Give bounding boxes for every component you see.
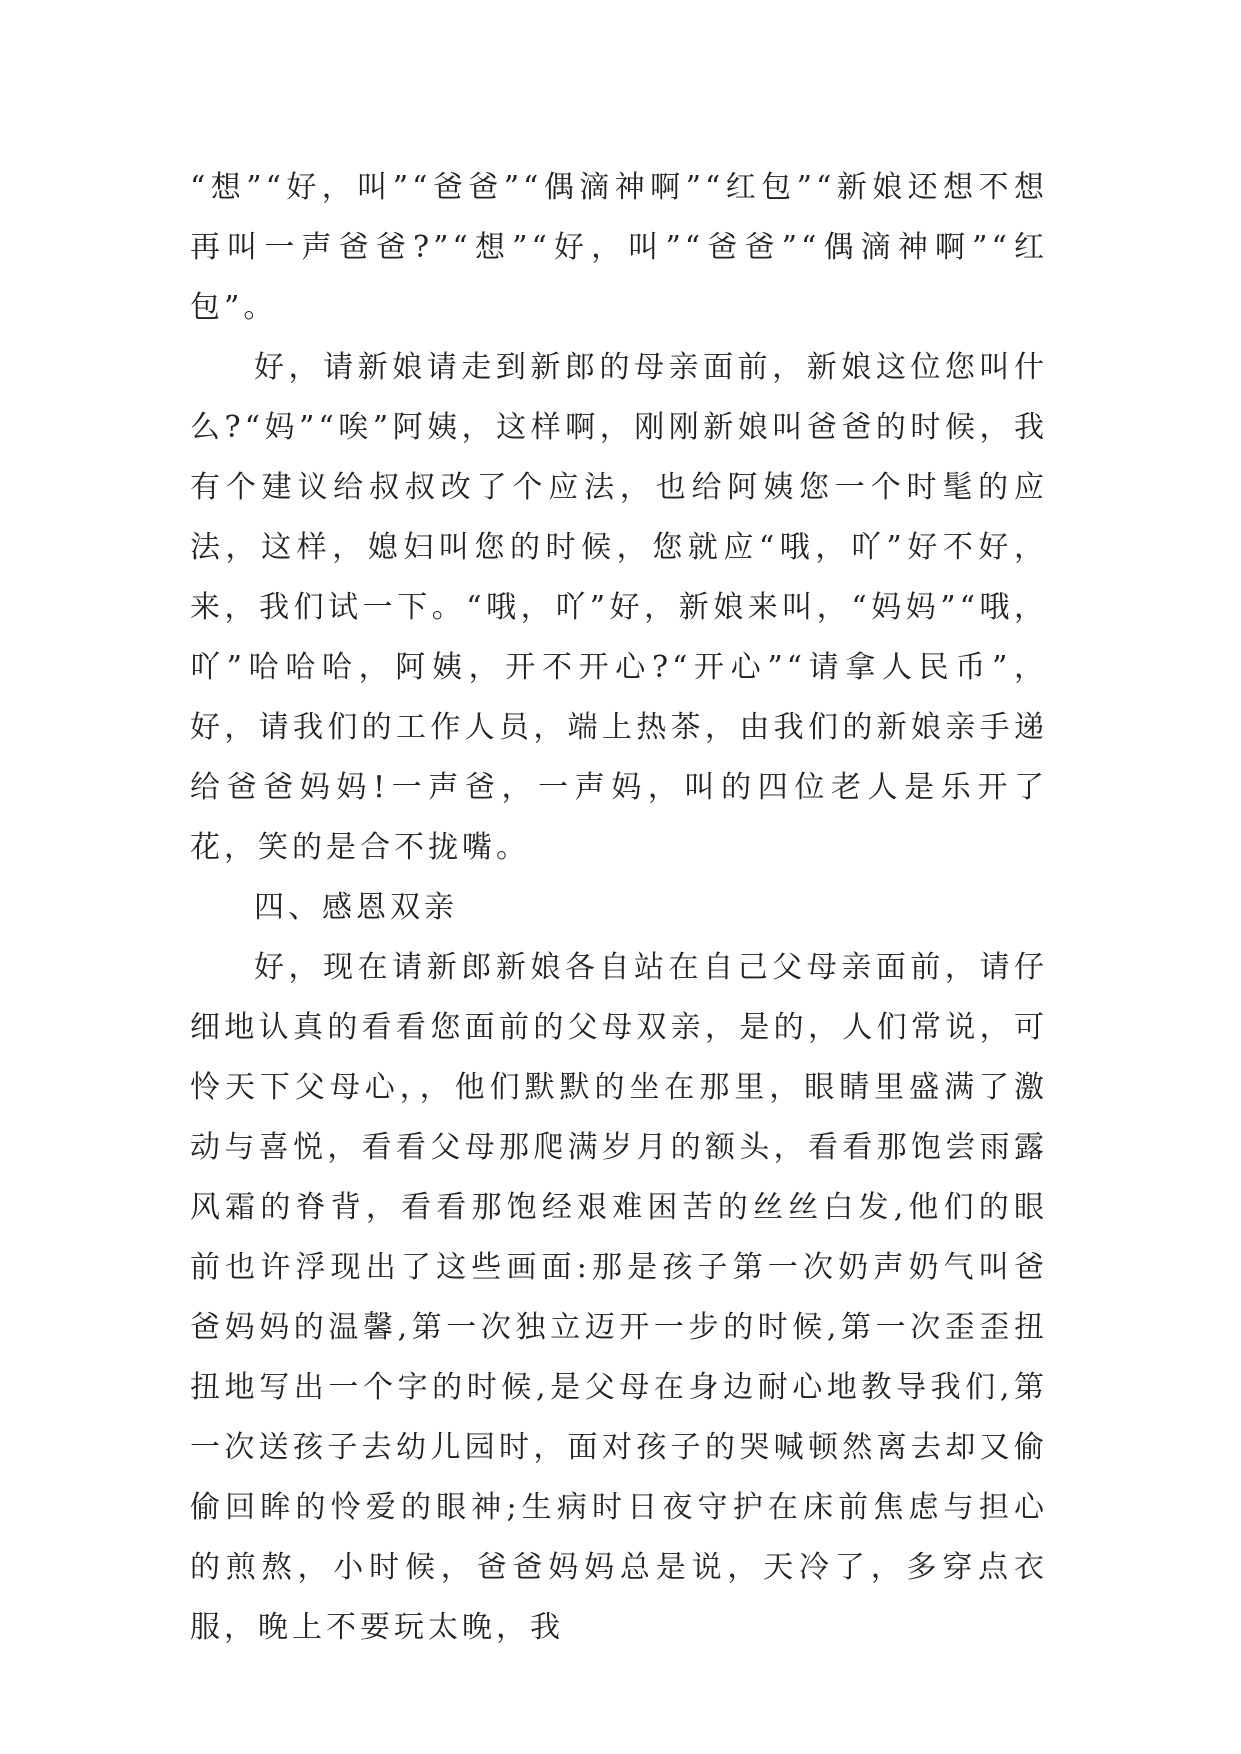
document-body	[190, 158, 1048, 1658]
paragraph-dialogue-continuation: “想”“好，叫”“爸爸”“偶滴神啊”“红包”“新娘还想不想再叫一声爸爸?”“想”“好，叫”“爸爸”“偶滴神啊”“红包”。	[190, 170, 1048, 325]
section-heading: 四、感恩双亲	[254, 890, 458, 925]
paragraph-gratitude-parents: 好，现在请新郎新娘各自站在自己父母亲面前，请仔细地认真的看看您面前的父母双亲，是的，人们常说，可怜天下父母心，，他们默默的坐在那里，眼睛里盛满了激动与喜悦，看看父母那爬满岁月的额头，看看那饱尝雨露风霜的脊背，看看那饱经艰难困苦的丝丝白发,他们的眼前也许浮现出了这些画面:那是孩子第一次奶声奶气叫爸爸妈妈的温馨,第一次独立迈开一步的时候,第一次歪歪扭扭地写出一个字的时候,是父母在身边耐心地教导我们,第一次送孩子去幼儿园时，面对孩子的哭喊顿然离去却又偷偷回眸的怜爱的眼神;生病时日夜守护在床前焦虑与担心的煎熬，小时候，爸爸妈妈总是说，天冷了，多穿点衣服，晚上不要玩太晚，我	[190, 950, 1048, 1645]
paragraph-mother-greeting: 好，请新娘请走到新郎的母亲面前，新娘这位您叫什么?“妈”“唉”阿姨，这样啊，刚刚新娘叫爸爸的时候，我有个建议给叔叔改了个应法，也给阿姨您一个时髦的应法，这样，媳妇叫您的时候，您就应“哦，吖”好不好，来，我们试一下。“哦，吖”好，新娘来叫，“妈妈”“哦，吖”哈哈哈，阿姨，开不开心?“开心”“请拿人民币”，好，请我们的工作人员，端上热茶，由我们的新娘亲手递给爸爸妈妈!一声爸，一声妈，叫的四位老人是乐开了花，笑的是合不拢嘴。	[190, 350, 1048, 865]
